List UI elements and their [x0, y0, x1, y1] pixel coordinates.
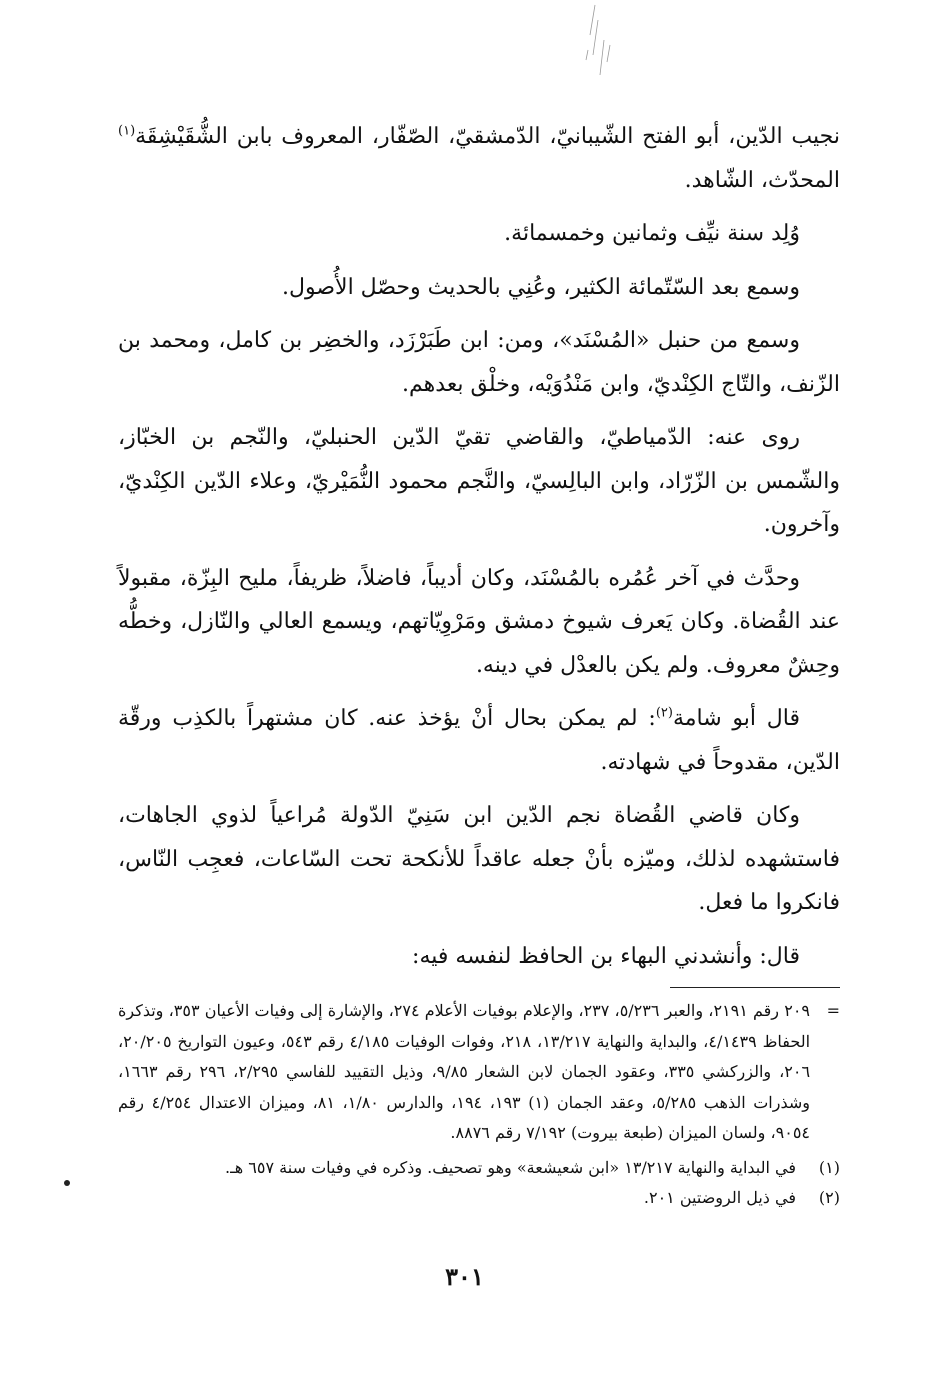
main-text — [118, 115, 840, 988]
footnote-1: (١) في البداية والنهاية ١٣/٢١٧ «ابن شعيشعة» وهو تصحيف. وذكره في وفيات سنة ٦٥٧ هـ. — [118, 1153, 840, 1184]
footnote-ref-2[interactable]: (٢) — [655, 705, 673, 721]
footnote-separator — [670, 987, 840, 988]
paragraph-7: قال أبو شامة$^{(٢)}$: لم يمكن بحال أنْ يؤخذ عنه. كان مشتهراً بالكذِب ورقّة الدّين، مقدوحاً في شهادته. — [118, 705, 840, 775]
page-number: ٣٠١ — [445, 1262, 484, 1291]
footnote-continuation: = ٢٠٩ رقم ٢١٩١، والعبر ٥/٢٣٦، ٢٣٧، والإعلام بوفيات الأعلام ٢٧٤، والإشارة إلى وفيات الأعيان ٣٥٣، وتذكرة الحفاظ ٤/١٤٣٩، والبداية والنهاية ١٣/٢١٧، ٢١٨، وفوات الوفيات ٤/١٨٥ رقم ٥٤٣، وعيون التواريخ ٢٠/٢٠٥، ٢٠٦، والزركشي ٣٣٥، وعقود الجمان لابن الشعار ٩/٨٥، وذيل التقييد للفاسي ٢/٢٩٥، ٢٩٦ رقم ١٦٦٣، وشذرات الذهب ٥/٢٨٥، وعقد الجمان (١) ١٩٣، ١٩٤، والدارس ١/٨٠، ٨١، وميزان الاعتدال ٤/٢٥٤ رقم ٩٠٥٤، ولسان الميزان (طبعة بيروت) ٧/١٩٢ رقم ٨٨٧٦. — [118, 996, 840, 1149]
pencil-scribble-mark — [560, 0, 640, 90]
paragraph-1: نجيب الدّين، أبو الفتح الشّيبانيّ، الدّمشقيّ، الصّفّار، المعروف بابن الشُّقَيْشِقَة$^{(١)}$ المحدّث، الشّاهد. — [118, 123, 840, 193]
footnote-2-number: (٢) — [818, 1188, 840, 1207]
footnote-2: (٢) في ذيل الروضتين ٢٠١. — [118, 1183, 840, 1214]
paragraph-5: روى عنه: الدّمياطيّ، والقاضي تقيّ الدّين الحنبليّ، والنّجم بن الخبّاز، والشّمس بن الزّرّاد، وابن البالِسيّ، والنَّجم محمود النُّمَيْريّ، وعلاء الدّين الكِنْديّ، وآخرون. — [118, 425, 840, 537]
footnote-ref-1[interactable]: (١) — [118, 123, 136, 139]
paragraph-3: وسمع بعد السّتّمائة الكثير، وعُنِي بالحديث وحصّل الأُصول. — [282, 274, 800, 300]
ink-dot-mark — [64, 1180, 70, 1186]
paragraph-4: وسمع من حنبل «المُسْنَد»، ومن: ابن طَبَرْزَد، والخضِر بن كامل، ومحمد بن الزّنف، والتّاج الكِنْديّ، وابن مَنْدُوَيْه، وخلْق بعدهم. — [118, 328, 840, 397]
paragraph-2: وُلِد سنة نيِّف وثمانين وخمسمائة. — [504, 221, 800, 246]
continuation-marker: = — [826, 1001, 840, 1020]
footnote-1-number: (١) — [818, 1157, 840, 1177]
footnotes — [118, 996, 840, 1214]
paragraph-9: قال: وأنشدني البهاء بن الحافظ لنفسه فيه: — [412, 943, 800, 969]
paragraph-8: وكان قاضي القُضاة نجم الدّين ابن سَنِيّ الدّولة مُراعياً لذوي الجاهات، فاستشهده لذلك، وميّزه بأنْ جعله عاقداً للأنكحة تحت السّاعات، فعجِب النّاس، فانكروا ما فعل. — [118, 803, 840, 915]
paragraph-6: وحدَّث في آخر عُمُره بالمُسْنَد، وكان أديباً، فاضلاً، ظريفاً، مليح البِزّة، مقبولاً عند القُضاة. وكان يَعرف شيوخ دمشق ومَرْوِيّاتهم، ويسمع العالي والنّازل، وخطُّه وحِشٌ معروف. ولم يكن بالعدْل في دينه. — [118, 565, 840, 678]
